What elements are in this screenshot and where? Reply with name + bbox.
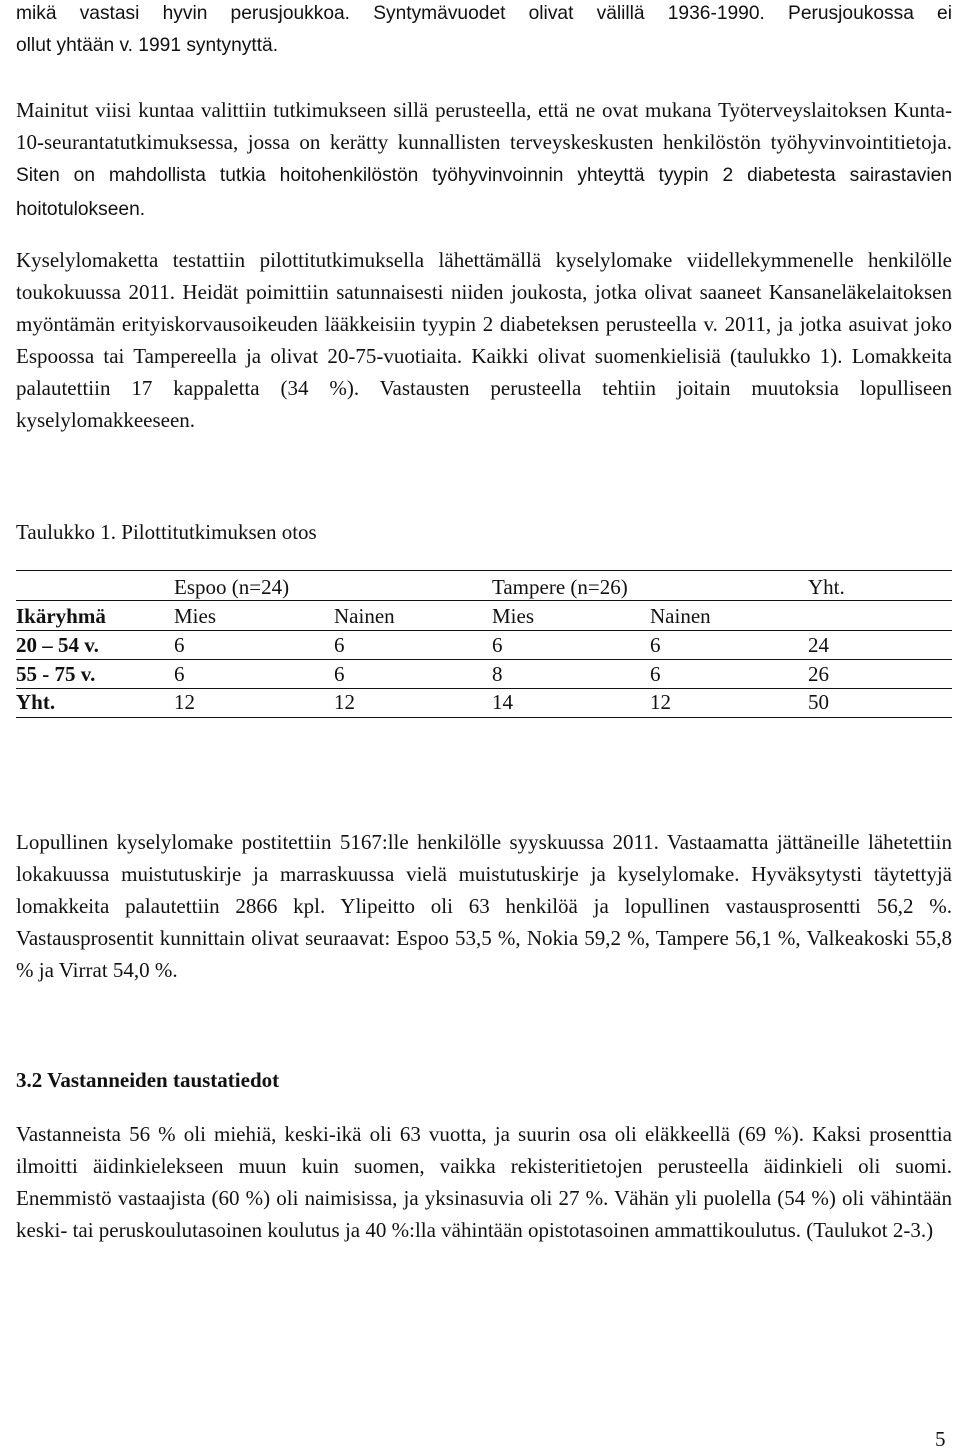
intro-paragraph [16,0,952,62]
table-rule-header [16,600,952,601]
paragraph-municipalities-sans: Siten on mahdollista tutkia hoitohenkilöstön työhyvinvoinnin yhteyttä tyypin 2 diabetesta sairastavien hoitotulokseen. [16,165,952,220]
table-cell: 12 [650,690,671,714]
header-espoo-men: Mies [174,604,216,628]
table-row-label: 55 - 75 v. [16,662,96,686]
header-espoo-women: Nainen [334,604,395,628]
table-rule-bottom [16,717,952,718]
section-paragraph: Vastanneista 56 % oli miehiä, keski-ikä oli 63 vuotta, ja suurin osa oli eläkkeellä (69 %). Kaksi prosenttia ilmoitti äidinkielekseen muun kuin suomen, vaikka rekisteritietojen perusteella äidinkieli oli suomi. Enemmistö vastaajista (60 %) oli naimisissa, ja yksinasuvia oli 27 %. Vähän yli puolella (54 %) oli vähintään keski- tai peruskoulutasoinen koulutus ja 40 %:lla vähintään opistotasoinen ammattikoulutus. (Taulukot 2-3.) [16,1122,952,1242]
table-cell: 6 [650,662,661,686]
table-cell: 14 [492,690,513,714]
table-cell: 6 [174,633,185,657]
paragraph-municipalities-serif: Mainitut viisi kuntaa valittiin tutkimukseen sillä perusteella, että ne ovat mukana Työterveyslaitoksen Kunta-10-seurantatutkimuksessa, jossa on kerätty kunnallisten terveyskeskusten henkilöstön työhyvinvointitietoja. [16,98,952,154]
page-number: 5 [935,1427,946,1451]
table-cell: 12 [174,690,195,714]
header-tampere: Tampere (n=26) [492,575,628,599]
table-cell: 6 [492,633,503,657]
header-tampere-men: Mies [492,604,534,628]
section-heading: 3.2 Vastanneiden taustatiedot [16,1068,280,1092]
pilot-sample-table [16,570,952,720]
table-cell: 6 [174,662,185,686]
table-cell: 8 [492,662,503,686]
header-age-group: Ikäryhmä [16,604,106,628]
paragraph-municipalities [16,94,952,226]
header-espoo: Espoo (n=24) [174,575,290,599]
table-rule-top [16,570,952,571]
header-tampere-women: Nainen [650,604,711,628]
intro-line-2: ollut yhtään v. 1991 syntynyttä. [16,35,279,56]
table-cell: 6 [334,633,345,657]
table-row-label: 20 – 54 v. [16,633,99,657]
header-total: Yht. [808,575,845,599]
table-cell: 6 [650,633,661,657]
paragraph-final-survey: Lopullinen kyselylomake postitettiin 5167:lle henkilölle syyskuussa 2011. Vastaamatta jättäneille lähetettiin lokakuussa muistutuskirje ja marraskuussa vielä muistutuskirje ja kyselylomake. Hyväksytysti täytettyjä lomakkeita palautettiin 2866 kpl. Ylipeitto oli 63 henkilöä ja lopullinen vastausprosentti 56,2 %. Vastausprosentit kunnittain olivat seuraavat: Espoo 53,5 %, Nokia 59,2 %, Tampere 56,1 %, Valkeakoski 55,8 % ja Virrat 54,0 %. [16,830,952,982]
table-cell: 6 [334,662,345,686]
intro-line-1: mikä vastasi hyvin perusjoukkoa. Syntymävuodet olivat välillä 1936-1990. Perusjoukossa ei [16,3,952,24]
table-caption: Taulukko 1. Pilottitutkimuksen otos [16,520,317,544]
table-cell: 12 [334,690,355,714]
table-cell: 50 [808,690,829,714]
table-cell: 26 [808,662,829,686]
paragraph-pilot-study: Kyselylomaketta testattiin pilottitutkimuksella lähettämällä kyselylomake viidellekymmenelle henkilölle toukokuussa 2011. Heidät poimittiin satunnaisesti niiden joukosta, jotka olivat saaneet Kansaneläkelaitoksen myöntämän erityiskorvausoikeuden lääkkeisiin tyypin 2 diabeteksen perusteella v. 2011, ja jotka asuivat joko Espoossa tai Tampereella ja olivat 20-75-vuotiaita. Kaikki olivat suomenkielisiä (taulukko 1). Lomakkeita palautettiin 17 kappaletta (34 %). Vastausten perusteella tehtiin joitain muutoksia lopulliseen kyselylomakkeeseen. [16,248,952,432]
table-row-label: Yht. [16,690,56,714]
table-cell: 24 [808,633,829,657]
